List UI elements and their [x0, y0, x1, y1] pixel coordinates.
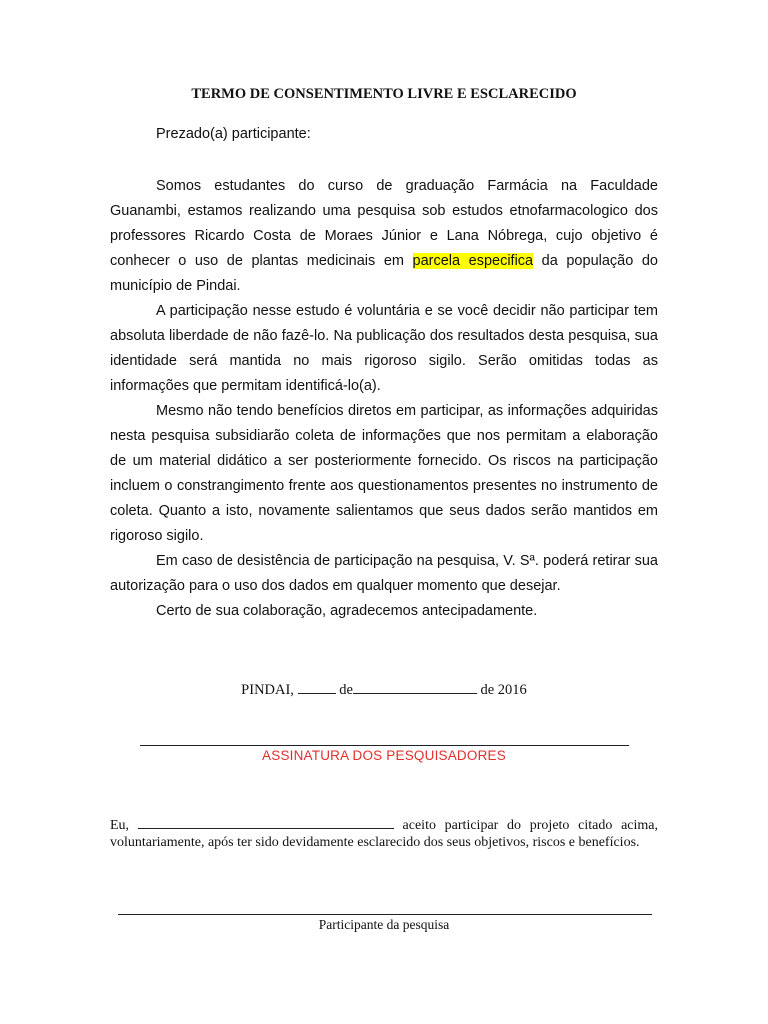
consent-statement [110, 816, 658, 851]
paragraph-1-text-b: da população do município de Pindai. [110, 253, 658, 294]
highlighted-text: parcela especifica [412, 253, 534, 269]
consent-text: aceito participar do projeto citado acima, voluntariamente, após ter sido devidamente esclarecido dos seus objetivos, riscos e benefícios. [110, 818, 659, 850]
paragraph-5: Certo de sua colaboração, agradecemos antecipadamente. [156, 603, 538, 619]
document-body [110, 174, 658, 624]
date-line [0, 681, 768, 699]
date-city: PINDAI, [241, 682, 294, 698]
paragraph-1 [110, 174, 658, 299]
greeting: Prezado(a) participante: [156, 126, 311, 142]
consent-prefix: Eu, [110, 818, 130, 833]
researchers-signature-label: ASSINATURA DOS PESQUISADORES [262, 748, 506, 763]
name-blank [138, 816, 394, 829]
paragraph-1-text-a: Somos estudantes do curso de graduação Farmácia na Faculdade Guanambi, estamos realizando uma pesquisa sob estudos etnofarmacologico dos professores Ricardo Costa de Moraes Júnior e Lana Nóbrega, cujo objetivo é conhecer o uso de plantas medicinais em [110, 178, 658, 269]
paragraph-2: A participação nesse estudo é voluntária e se você decidir não participar tem absoluta liberdade de não fazê-lo. Na publicação dos resultados desta pesquisa, sua identidade será mantida no mais rigoroso sigilo. Serão omitidas todas as informações que permitam identificá-lo(a). [110, 303, 658, 394]
paragraph-3: Mesmo não tendo benefícios diretos em participar, as informações adquiridas nesta pesquisa subsidiarão coleta de informações que nos permitam a elaboração de um material didático a ser posteriormente fornecido. Os riscos na participação incluem o constrangimento frente aos questionamentos presentes no instrumento de coleta. Quanto a isto, novamente salientamos que seus dados serão mantidos em rigoroso sigilo. [110, 403, 658, 544]
paragraph-4: Em caso de desistência de participação na pesquisa, V. Sª. poderá retirar sua autorização para o uso dos dados em qualquer momento que desejar. [110, 553, 658, 594]
date-year: de 2016 [480, 682, 527, 698]
researchers-signature-line [140, 745, 629, 746]
day-blank [298, 681, 336, 694]
participant-label: Participante da pesquisa [318, 917, 450, 932]
month-blank [353, 681, 477, 694]
participant-signature-line [118, 914, 652, 915]
document-title: TERMO DE CONSENTIMENTO LIVRE E ESCLARECIDO [191, 86, 577, 102]
date-de: de [339, 682, 353, 698]
